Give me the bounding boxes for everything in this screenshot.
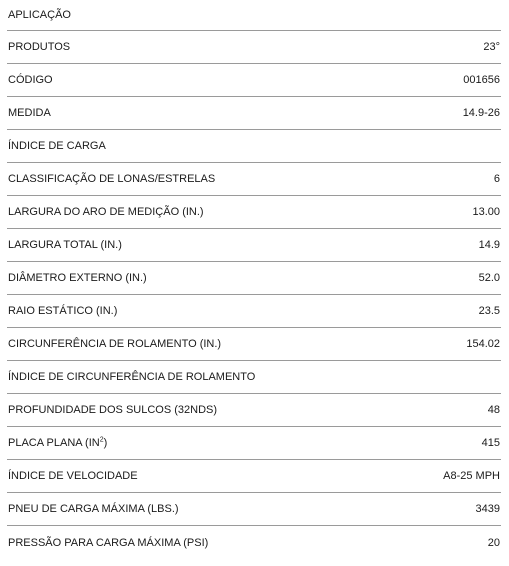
spec-row-largura-do-aro <box>7 197 501 229</box>
spec-row-pressao-para-carga-maxima <box>7 527 501 559</box>
spec-label: CIRCUNFERÊNCIA DE ROLAMENTO (IN.) <box>8 338 222 350</box>
spec-label: CÓDIGO <box>8 74 53 86</box>
spec-value: 154.02 <box>466 338 500 350</box>
spec-value: 14.9 <box>478 239 500 251</box>
spec-value: 415 <box>481 437 500 449</box>
spec-label: ÍNDICE DE CIRCUNFERÊNCIA DE ROLAMENTO <box>8 371 256 383</box>
spec-value: A8-25 MPH <box>443 470 500 482</box>
spec-row-indice-de-circunferencia <box>7 362 501 394</box>
spec-row-codigo <box>7 65 501 97</box>
spec-value: 52.0 <box>478 272 500 284</box>
spec-row-classificacao-de-lonas <box>7 164 501 196</box>
spec-value: 14.9-26 <box>462 107 500 119</box>
spec-row-raio-estatico <box>7 296 501 328</box>
spec-label: PNEU DE CARGA MÁXIMA (LBS.) <box>8 503 179 515</box>
spec-label <box>7 438 107 449</box>
spec-row-largura-total <box>7 230 501 262</box>
spec-label: RAIO ESTÁTICO (IN.) <box>8 305 118 317</box>
spec-label: LARGURA TOTAL (IN.) <box>8 239 122 251</box>
spec-row-diametro-externo <box>7 263 501 295</box>
spec-label: ÍNDICE DE VELOCIDADE <box>8 470 138 482</box>
spec-label-text: PLACA PLANA (IN <box>8 437 100 449</box>
spec-label-suffix: ) <box>103 437 108 449</box>
spec-label: PRESSÃO PARA CARGA MÁXIMA (PSI) <box>8 536 209 549</box>
spec-row-aplicacao <box>7 0 501 31</box>
spec-value: 48 <box>487 404 500 416</box>
spec-row-produtos <box>7 32 501 64</box>
spec-value: 20 <box>487 536 500 549</box>
spec-label: CLASSIFICAÇÃO DE LONAS/ESTRELAS <box>8 173 216 185</box>
spec-label: DIÂMETRO EXTERNO (IN.) <box>8 272 147 284</box>
spec-table <box>7 0 501 560</box>
spec-row-profundidade-dos-sulcos <box>7 395 501 427</box>
spec-label: APLICAÇÃO <box>8 8 71 21</box>
spec-row-circunferencia-de-rolamento <box>7 329 501 361</box>
spec-row-indice-de-carga <box>7 131 501 163</box>
superscript-exponent: 2 <box>99 436 104 444</box>
spec-value: 001656 <box>463 74 500 86</box>
spec-value: 23° <box>483 41 500 53</box>
spec-value: 23.5 <box>478 305 500 317</box>
spec-value: 6 <box>493 173 500 185</box>
spec-label: PROFUNDIDADE DOS SULCOS (32NDS) <box>8 404 218 416</box>
spec-row-medida <box>7 98 501 130</box>
spec-label: MEDIDA <box>8 107 51 119</box>
spec-label: PRODUTOS <box>8 41 71 53</box>
spec-label: ÍNDICE DE CARGA <box>8 140 106 152</box>
spec-value: 13.00 <box>472 206 500 218</box>
spec-row-indice-de-velocidade <box>7 461 501 493</box>
spec-row-placa-plana <box>7 428 501 460</box>
spec-value: 3439 <box>475 503 500 515</box>
spec-label: LARGURA DO ARO DE MEDIÇÃO (IN.) <box>8 206 204 218</box>
spec-row-pneu-de-carga-maxima <box>7 494 501 526</box>
